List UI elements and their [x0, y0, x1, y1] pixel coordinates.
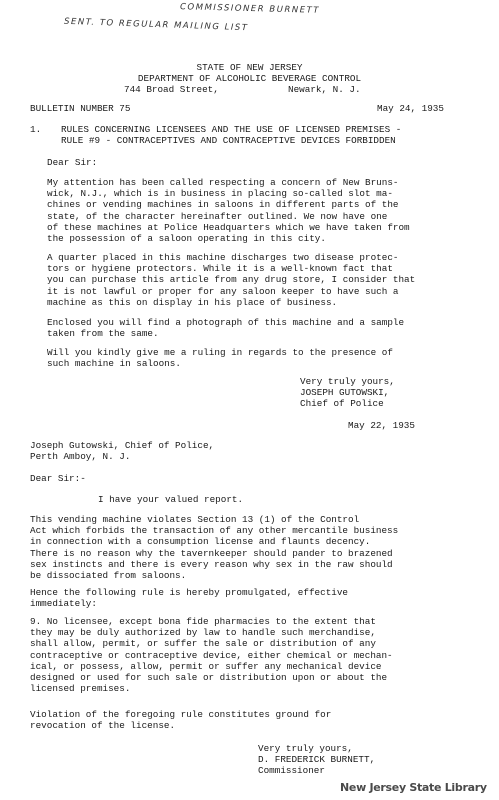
letter2-paragraph-1: I have your valued report.	[98, 494, 244, 505]
letterhead-department: DEPARTMENT OF ALCOHOLIC BEVERAGE CONTROL	[137, 73, 362, 84]
letter2-paragraph-3: Hence the following rule is hereby promulgated, effective immediately:	[30, 587, 349, 610]
letter2-salutation: Dear Sir:-	[30, 473, 86, 484]
letter2-date: May 22, 1935	[348, 420, 415, 431]
letter2-signature-block: Very truly yours, D. FREDERICK BURNETT, Commissioner	[258, 743, 376, 777]
letter2-paragraph-5: Violation of the foregoing rule constitutes ground for revocation of the license.	[30, 709, 332, 732]
library-watermark: New Jersey State Library	[340, 781, 487, 794]
item-title-line-2: RULE #9 - CONTRACEPTIVES AND CONTRACEPTIVE DEVICES FORBIDDEN	[61, 135, 396, 146]
letterhead-address: 744 Broad Street,	[124, 84, 219, 95]
letter2-addressee: Joseph Gutowski, Chief of Police, Perth Amboy, N. J.	[30, 440, 215, 463]
item-title-line-1: RULES CONCERNING LICENSEES AND THE USE OF LICENSED PREMISES -	[61, 124, 402, 135]
letterhead-state: STATE OF NEW JERSEY	[196, 62, 303, 73]
handwritten-annotation-mailing-list: SENT. TO REGULAR MAILING LIST	[63, 16, 249, 34]
letter1-paragraph-3: Enclosed you will find a photograph of this machine and a sample taken from the same.	[47, 317, 405, 340]
letterhead-city: Newark, N. J.	[288, 84, 361, 95]
letter1-paragraph-4: Will you kindly give me a ruling in regards to the presence of such machine in saloons.	[47, 347, 393, 370]
letter2-paragraph-2: This vending machine violates Section 13 (1) of the Control Act which forbids the transaction of any other mercantile business in connection with a consumption license and flaunts decency. There is no reason why the tavernkeeper should pander to brazened sex instincts and there is every reason why sex in the raw should be dissociated from saloons.	[30, 514, 399, 582]
letter1-paragraph-1: My attention has been called respecting a concern of New Bruns- wick, N.J., which is in business in placing so-called slot ma- chines or vending machines in saloons in different parts of the state, of the character hereinafter outlined. We now have one of these machines at Police Headquarters which we have taken from the possession of a saloon operating in this city.	[47, 177, 410, 245]
letter2-paragraph-4: 9. No licensee, except bona fide pharmacies to the extent that they may be duly authorized by law to handle such merchandise, shall allow, permit, or suffer the sale or distribution of any contraceptive or contraceptive device, either chemical or mechan- ical, or possess, allow, permit or suffer any mechanical device designed or used for such sale or distribution upon or about the licensed premises.	[30, 616, 393, 695]
letter1-salutation: Dear Sir:	[47, 157, 98, 168]
letter1-signature-block: Very truly yours, JOSEPH GUTOWSKI, Chief of Police	[300, 376, 395, 410]
handwritten-annotation-commissioner: COMMISSIONER BURNETT	[179, 2, 321, 16]
letter1-paragraph-2: A quarter placed in this machine discharges two disease protec- tors or hygiene protectors. While it is a well-known fact that you can purchase this article from any drug store, I consider that it is not lawful or proper for any saloon keeper to have such a machine as this on display in his place of business.	[47, 252, 416, 308]
item-number: 1.	[30, 124, 42, 135]
bulletin-date: May 24, 1935	[377, 103, 444, 114]
bulletin-number: BULLETIN NUMBER 75	[30, 103, 131, 114]
